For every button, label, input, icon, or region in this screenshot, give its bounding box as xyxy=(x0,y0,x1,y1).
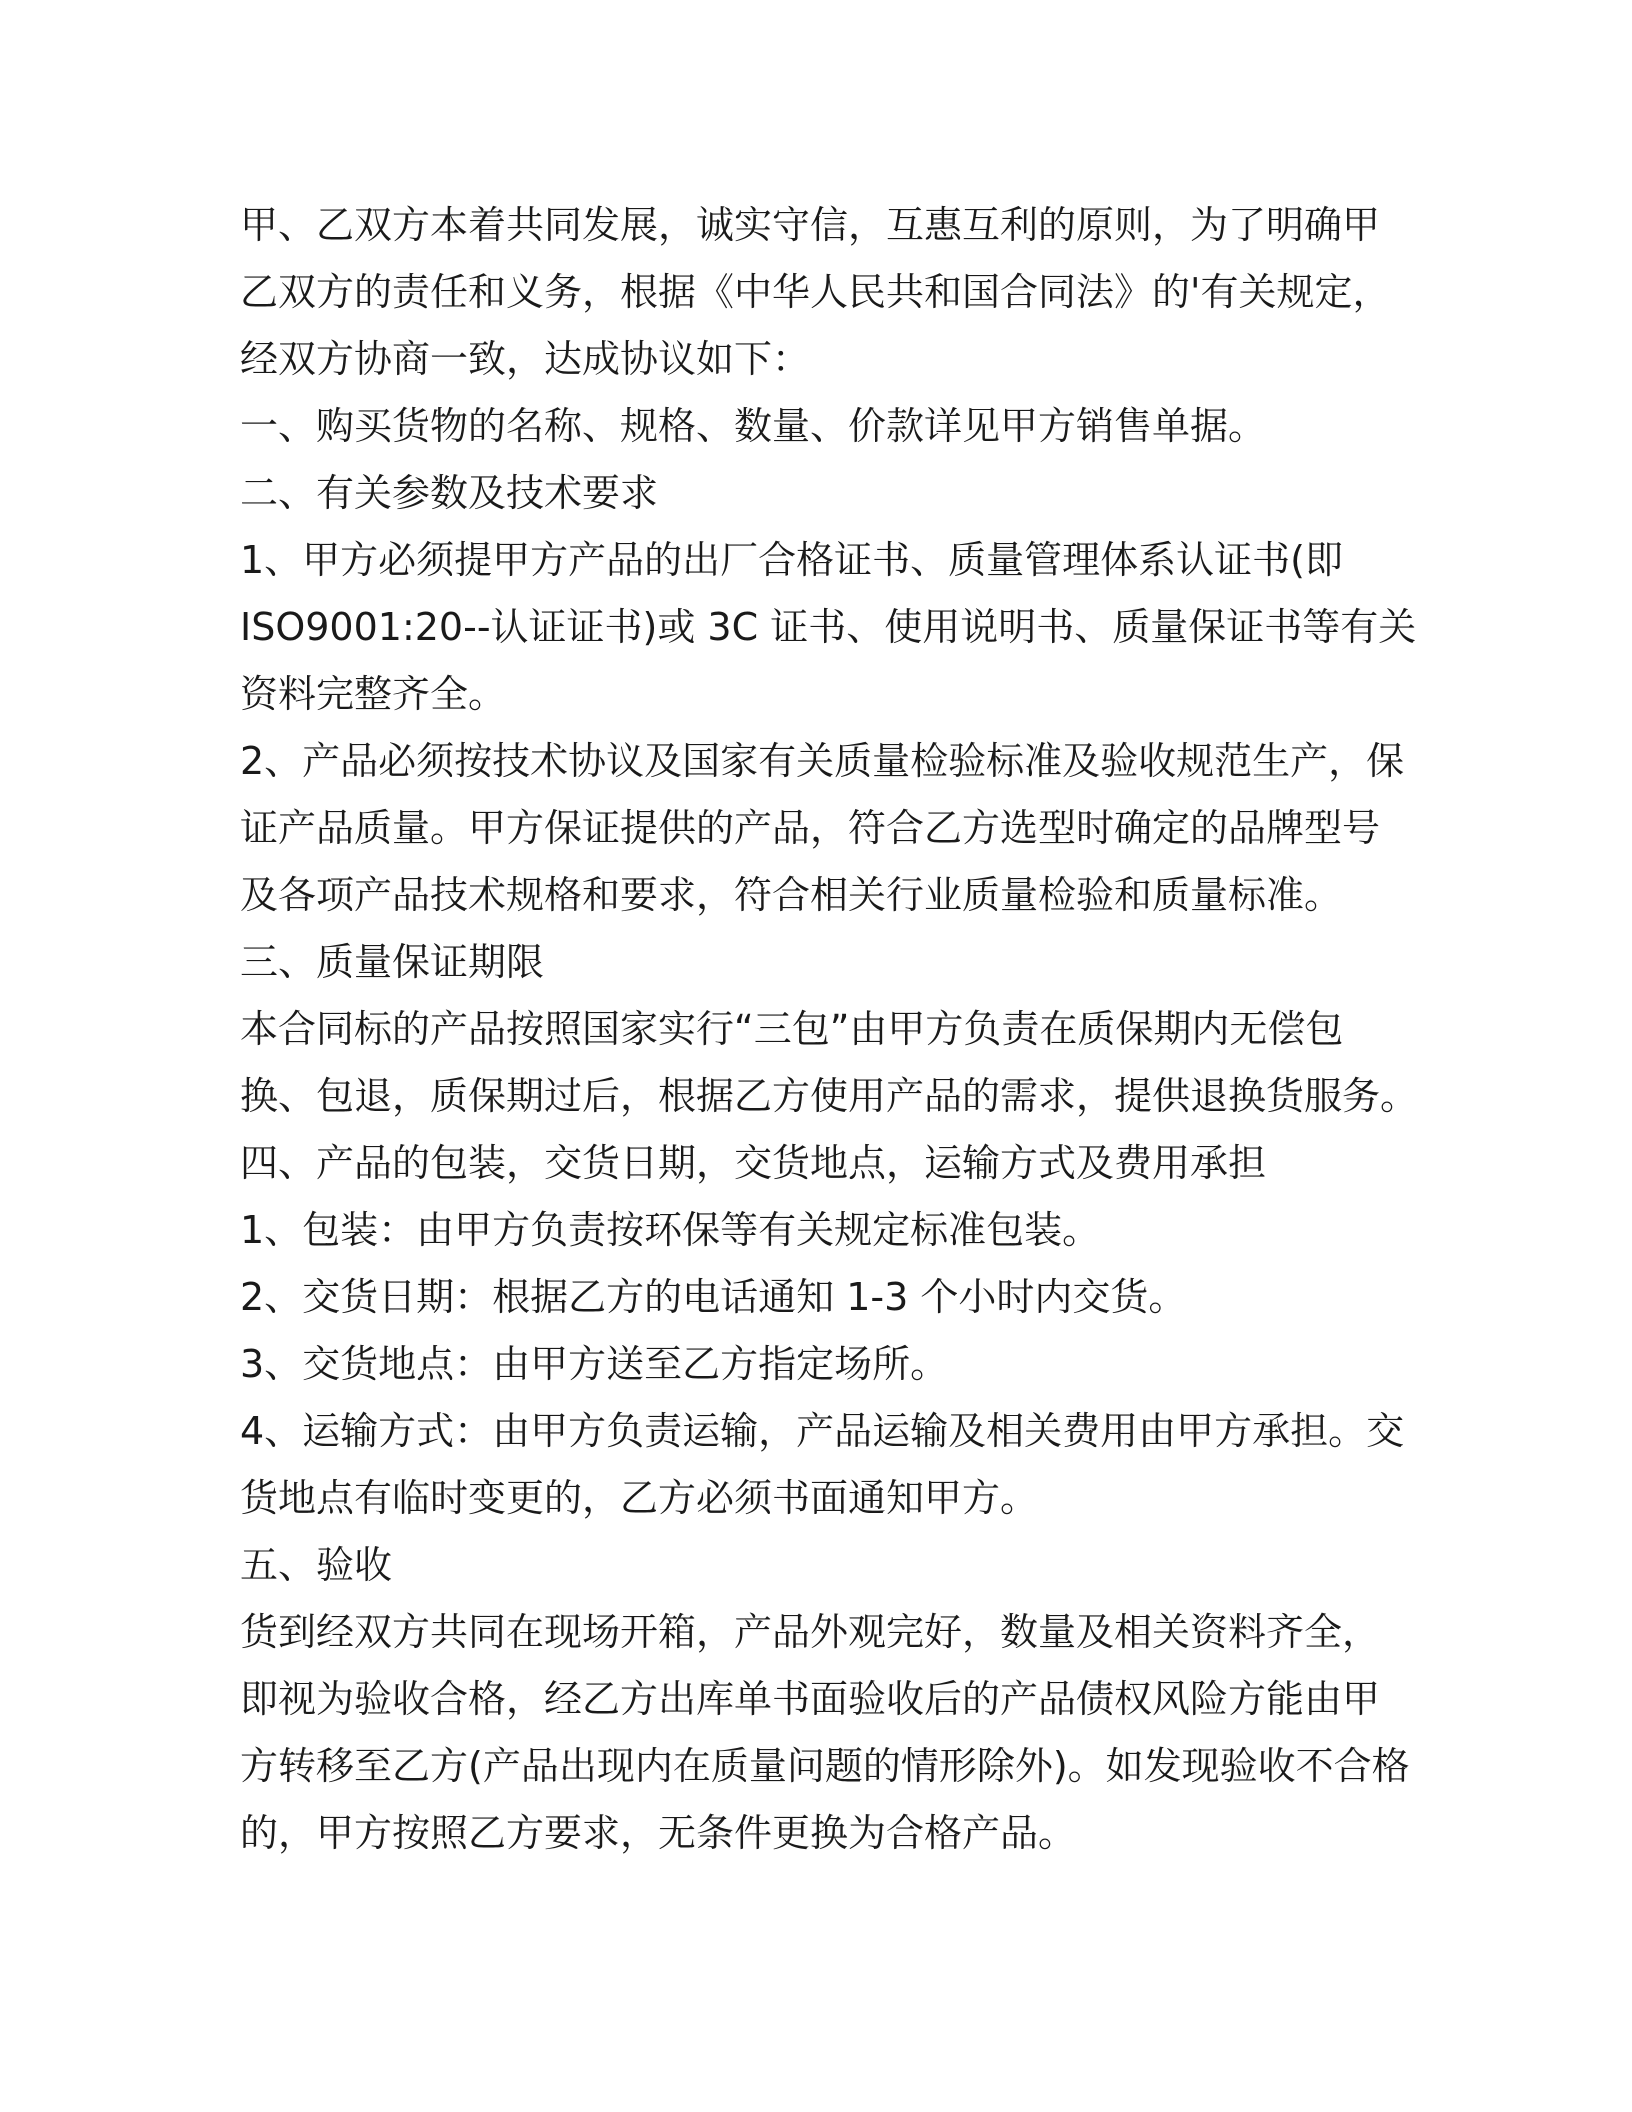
text-line: ISO9001:20--认证证书)或 3C 证书、使用说明书、质量保证书等有关 xyxy=(240,605,1417,649)
text-line: 货地点有临时变更的，乙方必须书面通知甲方。 xyxy=(240,1476,1039,1520)
text-line: 方转移至乙方(产品出现内在质量问题的情形除外)。如发现验收不合格 xyxy=(240,1744,1410,1788)
text-line: 及各项产品技术规格和要求，符合相关行业质量检验和质量标准。 xyxy=(240,873,1343,917)
section-heading: 二、有关参数及技术要求 xyxy=(240,471,659,515)
text-line: 本合同标的产品按照国家实行“三包”由甲方负责在质保期内无偿包 xyxy=(240,1007,1344,1051)
text-line: 1、甲方必须提甲方产品的出厂合格证书、质量管理体系认证书(即 xyxy=(240,538,1344,582)
text-line: 证产品质量。甲方保证提供的产品，符合乙方选型时确定的品牌型号 xyxy=(240,806,1381,850)
text-line: 2、交货日期：根据乙方的电话通知 1-3 个小时内交货。 xyxy=(240,1275,1187,1319)
text-line: 货到经双方共同在现场开箱，产品外观完好，数量及相关资料齐全， xyxy=(240,1610,1381,1654)
text-line: 1、包装：由甲方负责按环保等有关规定标准包装。 xyxy=(240,1208,1101,1252)
text-line: 经双方协商一致，达成协议如下： xyxy=(240,337,811,381)
text-line: 4、运输方式：由甲方负责运输，产品运输及相关费用由甲方承担。交 xyxy=(240,1409,1405,1453)
section-heading: 三、质量保证期限 xyxy=(240,940,545,984)
text-line: 3、交货地点：由甲方送至乙方指定场所。 xyxy=(240,1342,949,1386)
text-line: 乙双方的责任和义务，根据《中华人民共和国合同法》的'有关规定， xyxy=(240,270,1391,314)
text-line: 甲、乙双方本着共同发展，诚实守信，互惠互利的原则，为了明确甲 xyxy=(240,203,1381,247)
section-heading: 四、产品的包装，交货日期，交货地点，运输方式及费用承担 xyxy=(240,1141,1267,1185)
text-line: 的，甲方按照乙方要求，无条件更换为合格产品。 xyxy=(240,1811,1077,1855)
text-line: 资料完整齐全。 xyxy=(240,672,507,716)
text-line: 2、产品必须按技术协议及国家有关质量检验标准及验收规范生产，保 xyxy=(240,739,1405,783)
text-line: 换、包退，质保期过后，根据乙方使用产品的需求，提供退换货服务。 xyxy=(240,1074,1419,1118)
contract-body xyxy=(240,192,1419,1867)
section-heading: 五、验收 xyxy=(240,1543,393,1587)
section-heading: 一、购买货物的名称、规格、数量、价款详见甲方销售单据。 xyxy=(240,404,1267,448)
text-line: 即视为验收合格，经乙方出库单书面验收后的产品债权风险方能由甲 xyxy=(240,1677,1381,1721)
